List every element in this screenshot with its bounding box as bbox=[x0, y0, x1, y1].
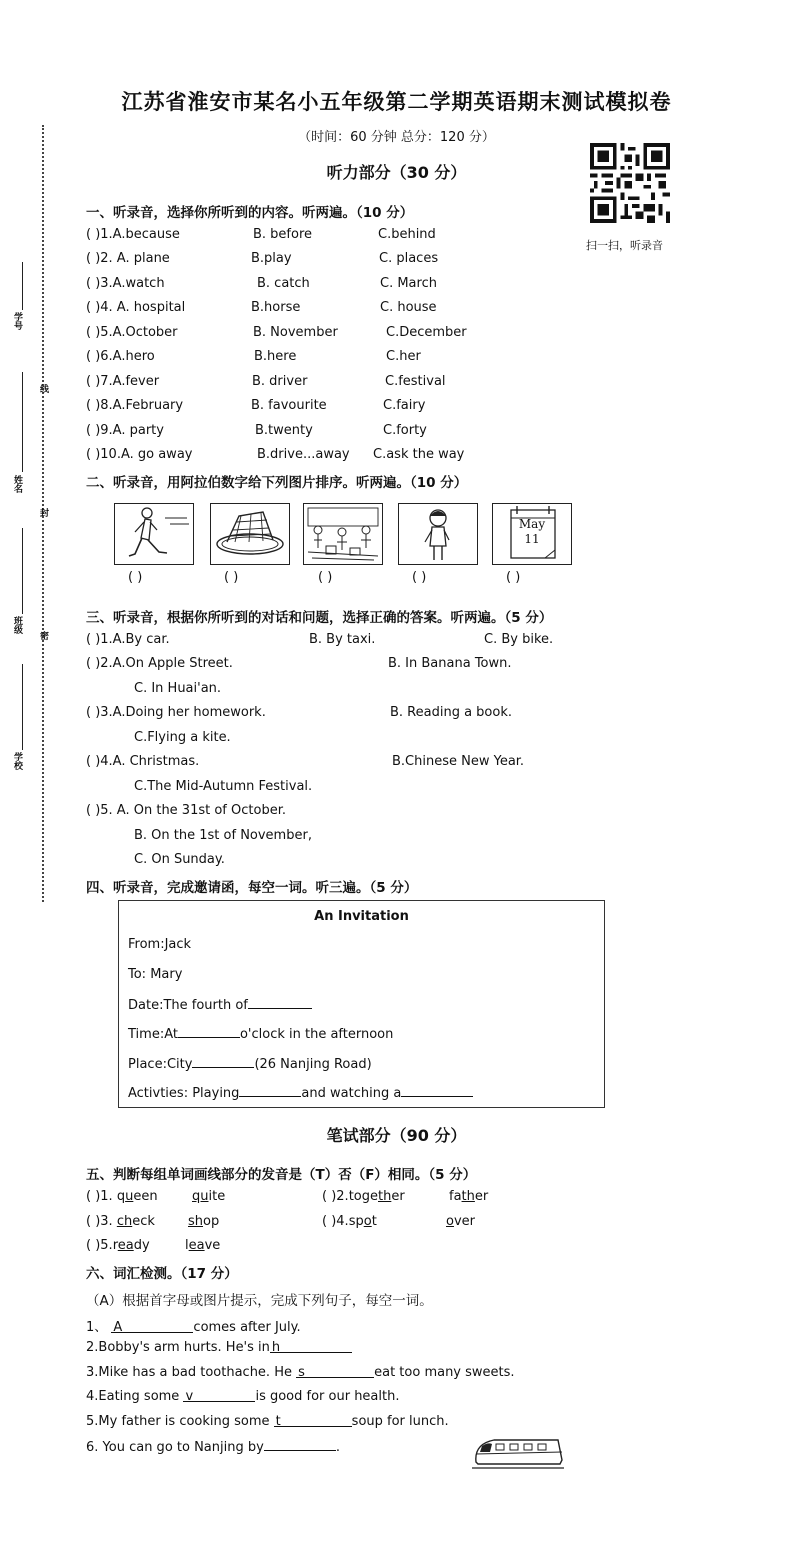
place-suffix: (26 Nanjing Road) bbox=[254, 1057, 372, 1072]
question-3-option-b: B. catch bbox=[257, 276, 310, 291]
qr-caption: 扫一扫，听录音 bbox=[586, 239, 663, 252]
sec3-q2-option-a: ( )2.A.On Apple Street. bbox=[86, 656, 233, 671]
sec5-item-1-word-2 bbox=[192, 1189, 225, 1204]
question-4-option-b: B.horse bbox=[251, 300, 301, 315]
writing-part-heading: 笔试部分（90 分） bbox=[326, 1126, 467, 1145]
section-5-heading: 五、判断每组单词画线部分的发音是（T）否（F）相同。（5 分） bbox=[86, 1167, 477, 1183]
sentence-text: . bbox=[335, 1440, 340, 1455]
sec3-q4-option-a: ( )4.A. Christmas. bbox=[86, 754, 200, 769]
word-part: op bbox=[203, 1214, 220, 1229]
section-4-heading: 四、听录音，完成邀请函，每空一词。听三遍。（5 分） bbox=[86, 880, 418, 896]
sec5-item-2-word-2 bbox=[449, 1189, 488, 1204]
sentence-1-blank[interactable] bbox=[111, 1320, 193, 1333]
date-blank[interactable] bbox=[248, 996, 312, 1009]
activities-mid: and watching a bbox=[301, 1086, 402, 1101]
sidebar-label-name: 姓名 bbox=[12, 475, 22, 493]
section-1-heading: 一、听录音，选择你所听到的内容。听两遍。（10 分） bbox=[86, 205, 414, 221]
sentence-number: 1、 bbox=[86, 1320, 108, 1335]
question-10-option-b: B.drive...away bbox=[257, 447, 350, 462]
sec3-q1-option-c: C. By bike. bbox=[484, 632, 554, 647]
sidebar-label-school: 学校 bbox=[12, 752, 22, 770]
answer-paren[interactable]: ( ) bbox=[86, 1214, 101, 1229]
initial-letter: s bbox=[298, 1365, 305, 1380]
word-part: l bbox=[185, 1238, 189, 1253]
invitation-date bbox=[128, 996, 312, 1013]
word-part: q bbox=[116, 1189, 126, 1204]
question-10-option-a: ( )10.A. go away bbox=[86, 447, 193, 462]
sentence-4 bbox=[86, 1389, 399, 1404]
sentence-text: 4.Eating some bbox=[86, 1389, 180, 1404]
sec5-item-1 bbox=[86, 1189, 158, 1204]
word-part: toge bbox=[348, 1189, 378, 1204]
picture-1-answer-paren[interactable]: ( ) bbox=[128, 570, 143, 585]
question-1-option-b: B. before bbox=[253, 227, 313, 242]
question-10-option-c: C.ask the way bbox=[373, 447, 465, 462]
initial-letter: t bbox=[275, 1414, 281, 1429]
sec3-q2-option-b: B. In Banana Town. bbox=[388, 656, 512, 671]
question-6-option-c: C.her bbox=[386, 349, 421, 364]
sec3-q3-option-c: C.Flying a kite. bbox=[134, 730, 231, 745]
underlined-part: ea bbox=[188, 1238, 205, 1253]
school-line bbox=[22, 664, 23, 750]
question-5-option-c: C.December bbox=[386, 325, 467, 340]
question-9-option-b: B.twenty bbox=[255, 423, 313, 438]
question-4-option-c: C. house bbox=[380, 300, 437, 315]
sidebar-label-student-number: 学号 bbox=[12, 312, 22, 330]
sentence-text: eat too many sweets. bbox=[374, 1365, 515, 1380]
underlined-part: sh bbox=[188, 1214, 204, 1229]
picture-3-answer-paren[interactable]: ( ) bbox=[318, 570, 333, 585]
question-1-option-a: ( )1.A.because bbox=[86, 227, 180, 242]
word-part: er bbox=[391, 1189, 405, 1204]
question-2-option-b: B.play bbox=[251, 251, 292, 266]
section-6-sub-a: （A）根据首字母或图片提示，完成下列句子，每空一词。 bbox=[86, 1293, 433, 1309]
time-label: Time:At bbox=[128, 1027, 178, 1042]
answer-paren[interactable]: ( ) bbox=[322, 1189, 337, 1204]
sentence-3 bbox=[86, 1365, 515, 1380]
item-number: 3. bbox=[100, 1214, 117, 1229]
sec3-q1-option-a: ( )1.A.By car. bbox=[86, 632, 170, 647]
item-number: 2. bbox=[336, 1189, 349, 1204]
sec3-q5-option-c: C. On Sunday. bbox=[134, 852, 225, 867]
underlined-part: ch bbox=[116, 1214, 133, 1229]
question-8-option-c: C.fairy bbox=[383, 398, 426, 413]
place-label: Place:City bbox=[128, 1057, 193, 1072]
sentence-1 bbox=[86, 1316, 301, 1335]
sec3-q3-option-a: ( )3.A.Doing her homework. bbox=[86, 705, 266, 720]
picture-market-scene bbox=[303, 503, 383, 565]
sec5-item-3-word-2 bbox=[188, 1214, 219, 1229]
place-blank[interactable] bbox=[192, 1055, 254, 1068]
sec3-q4-option-b: B.Chinese New Year. bbox=[392, 754, 525, 769]
underlined-part: o bbox=[363, 1214, 372, 1229]
sec3-q2-option-c: C. In Huai'an. bbox=[134, 681, 222, 696]
sentence-text: comes after July. bbox=[193, 1320, 301, 1335]
sidebar-label-seal: 封 bbox=[38, 508, 48, 517]
word-part: t bbox=[371, 1214, 377, 1229]
qr-code-icon[interactable] bbox=[590, 143, 670, 223]
picture-calendar bbox=[492, 503, 572, 565]
sentence-3-blank[interactable] bbox=[296, 1365, 374, 1378]
underlined-part: qu bbox=[192, 1189, 209, 1204]
question-2-option-a: ( )2. A. plane bbox=[86, 251, 170, 266]
word-part: ver bbox=[453, 1214, 476, 1229]
listening-part-heading: 听力部分（30 分） bbox=[326, 163, 467, 182]
picture-girl bbox=[398, 503, 478, 565]
page-title: 江苏省淮安市某名小五年级第二学期英语期末测试模拟卷 bbox=[121, 89, 672, 114]
item-number: 4. bbox=[336, 1214, 349, 1229]
sec5-item-5 bbox=[86, 1238, 150, 1253]
word-part: sp bbox=[348, 1214, 364, 1229]
sentence-6 bbox=[86, 1438, 340, 1455]
invitation-box bbox=[118, 900, 605, 1108]
underlined-part: th bbox=[378, 1189, 392, 1204]
invitation-time bbox=[128, 1025, 393, 1042]
word-part: dy bbox=[133, 1238, 150, 1253]
underlined-part: o bbox=[446, 1214, 454, 1229]
picture-walking-person bbox=[114, 503, 194, 565]
class-line bbox=[22, 528, 23, 614]
answer-paren[interactable]: ( ) bbox=[86, 1238, 101, 1253]
question-5-option-a: ( )5.A.October bbox=[86, 325, 178, 340]
activities-blank-2[interactable] bbox=[401, 1084, 473, 1097]
invitation-place bbox=[128, 1055, 372, 1072]
sentence-4-blank[interactable] bbox=[183, 1389, 255, 1402]
section-6-heading: 六、词汇检测。（17 分） bbox=[86, 1266, 238, 1282]
picture-5-answer-paren[interactable]: ( ) bbox=[506, 570, 521, 585]
sec5-item-5-word-2 bbox=[185, 1238, 220, 1253]
underlined-part: u bbox=[125, 1189, 134, 1204]
sec3-q3-option-b: B. Reading a book. bbox=[390, 705, 513, 720]
sec5-item-4 bbox=[322, 1214, 377, 1229]
invitation-to: To: Mary bbox=[128, 967, 183, 982]
sentence-text: 6. You can go to Nanjing by bbox=[86, 1440, 264, 1455]
picture-4-answer-paren[interactable]: ( ) bbox=[412, 570, 427, 585]
question-6-option-a: ( )6.A.hero bbox=[86, 349, 155, 364]
question-3-option-a: ( )3.A.watch bbox=[86, 276, 165, 291]
time-suffix: o'clock in the afternoon bbox=[239, 1027, 394, 1042]
activities-label: Activties: Playing bbox=[128, 1086, 240, 1101]
question-9-option-c: C.forty bbox=[383, 423, 427, 438]
date-label: Date:The fourth of bbox=[128, 998, 248, 1013]
initial-letter: h bbox=[271, 1340, 281, 1355]
sec5-item-4-word-2 bbox=[446, 1214, 475, 1229]
sentence-text: is good for our health. bbox=[255, 1389, 400, 1404]
calendar-day: 11 bbox=[524, 532, 540, 546]
sentence-text: 2.Bobby's arm hurts. He's in bbox=[86, 1340, 270, 1355]
question-7-option-a: ( )7.A.fever bbox=[86, 374, 160, 389]
calendar-month: May bbox=[518, 517, 546, 531]
activities-blank-1[interactable] bbox=[239, 1084, 301, 1097]
word-part: een bbox=[133, 1189, 158, 1204]
sentence-5 bbox=[86, 1414, 449, 1429]
underlined-part: th bbox=[461, 1189, 475, 1204]
word-part: fa bbox=[449, 1189, 462, 1204]
name-line bbox=[22, 372, 23, 472]
sentence-2 bbox=[86, 1340, 352, 1355]
initial-letter: v bbox=[185, 1389, 194, 1404]
time-blank[interactable] bbox=[178, 1025, 240, 1038]
question-3-option-c: C. March bbox=[380, 276, 437, 291]
sentence-text: 5.My father is cooking some bbox=[86, 1414, 270, 1429]
item-number: 1. bbox=[100, 1189, 117, 1204]
question-6-option-b: B.here bbox=[254, 349, 297, 364]
sec3-q5-option-b: B. On the 1st of November, bbox=[134, 828, 312, 843]
sentence-6-blank[interactable] bbox=[264, 1438, 336, 1451]
sec3-q4-option-c: C.The Mid-Autumn Festival. bbox=[134, 779, 313, 794]
question-8-option-a: ( )8.A.February bbox=[86, 398, 184, 413]
word-part: er bbox=[474, 1189, 489, 1204]
exam-time-score: （时间：60 分钟 总分：120 分） bbox=[298, 130, 495, 145]
picture-2-answer-paren[interactable]: ( ) bbox=[224, 570, 239, 585]
sentence-2-blank[interactable] bbox=[270, 1340, 352, 1353]
picture-food-basket bbox=[210, 503, 290, 565]
question-2-option-c: C. places bbox=[379, 251, 439, 266]
word-part: ve bbox=[204, 1238, 221, 1253]
word-part: eck bbox=[132, 1214, 155, 1229]
student-number-line bbox=[22, 262, 23, 310]
section-3-heading: 三、听录音，根据你所听到的对话和问题，选择正确的答案。听两遍。（5 分） bbox=[86, 610, 553, 626]
sentence-text: soup for lunch. bbox=[351, 1414, 449, 1429]
sidebar-label-class: 班级 bbox=[12, 616, 22, 634]
answer-paren[interactable]: ( ) bbox=[86, 1189, 101, 1204]
section-2-heading: 二、听录音，用阿拉伯数字给下列图片排序。听两遍。（10 分） bbox=[86, 475, 468, 491]
sec5-item-3 bbox=[86, 1214, 155, 1229]
sec3-q5-option-a: ( )5. A. On the 31st of October. bbox=[86, 803, 286, 818]
question-9-option-a: ( )9.A. party bbox=[86, 423, 164, 438]
invitation-activities bbox=[128, 1084, 473, 1101]
question-4-option-a: ( )4. A. hospital bbox=[86, 300, 186, 315]
underlined-part: ea bbox=[117, 1238, 134, 1253]
train-icon bbox=[470, 1432, 566, 1472]
sec5-item-2 bbox=[322, 1189, 405, 1204]
answer-paren[interactable]: ( ) bbox=[322, 1214, 337, 1229]
sentence-5-blank[interactable] bbox=[274, 1414, 352, 1427]
sidebar-label-secret: 密 bbox=[38, 631, 48, 640]
sentence-text: 3.Mike has a bad toothache. He bbox=[86, 1365, 292, 1380]
question-7-option-c: C.festival bbox=[385, 374, 446, 389]
invitation-from: From:Jack bbox=[128, 937, 192, 952]
question-1-option-c: C.behind bbox=[378, 227, 436, 242]
item-number: 5. bbox=[100, 1238, 113, 1253]
sidebar-label-line: 线 bbox=[38, 384, 48, 393]
initial-letter: A bbox=[113, 1320, 123, 1335]
question-7-option-b: B. driver bbox=[252, 374, 308, 389]
sec3-q1-option-b: B. By taxi. bbox=[309, 632, 376, 647]
word-part: r bbox=[112, 1238, 118, 1253]
question-8-option-b: B. favourite bbox=[251, 398, 327, 413]
question-5-option-b: B. November bbox=[253, 325, 338, 340]
invitation-title: An Invitation bbox=[314, 909, 409, 924]
word-part: ite bbox=[208, 1189, 226, 1204]
